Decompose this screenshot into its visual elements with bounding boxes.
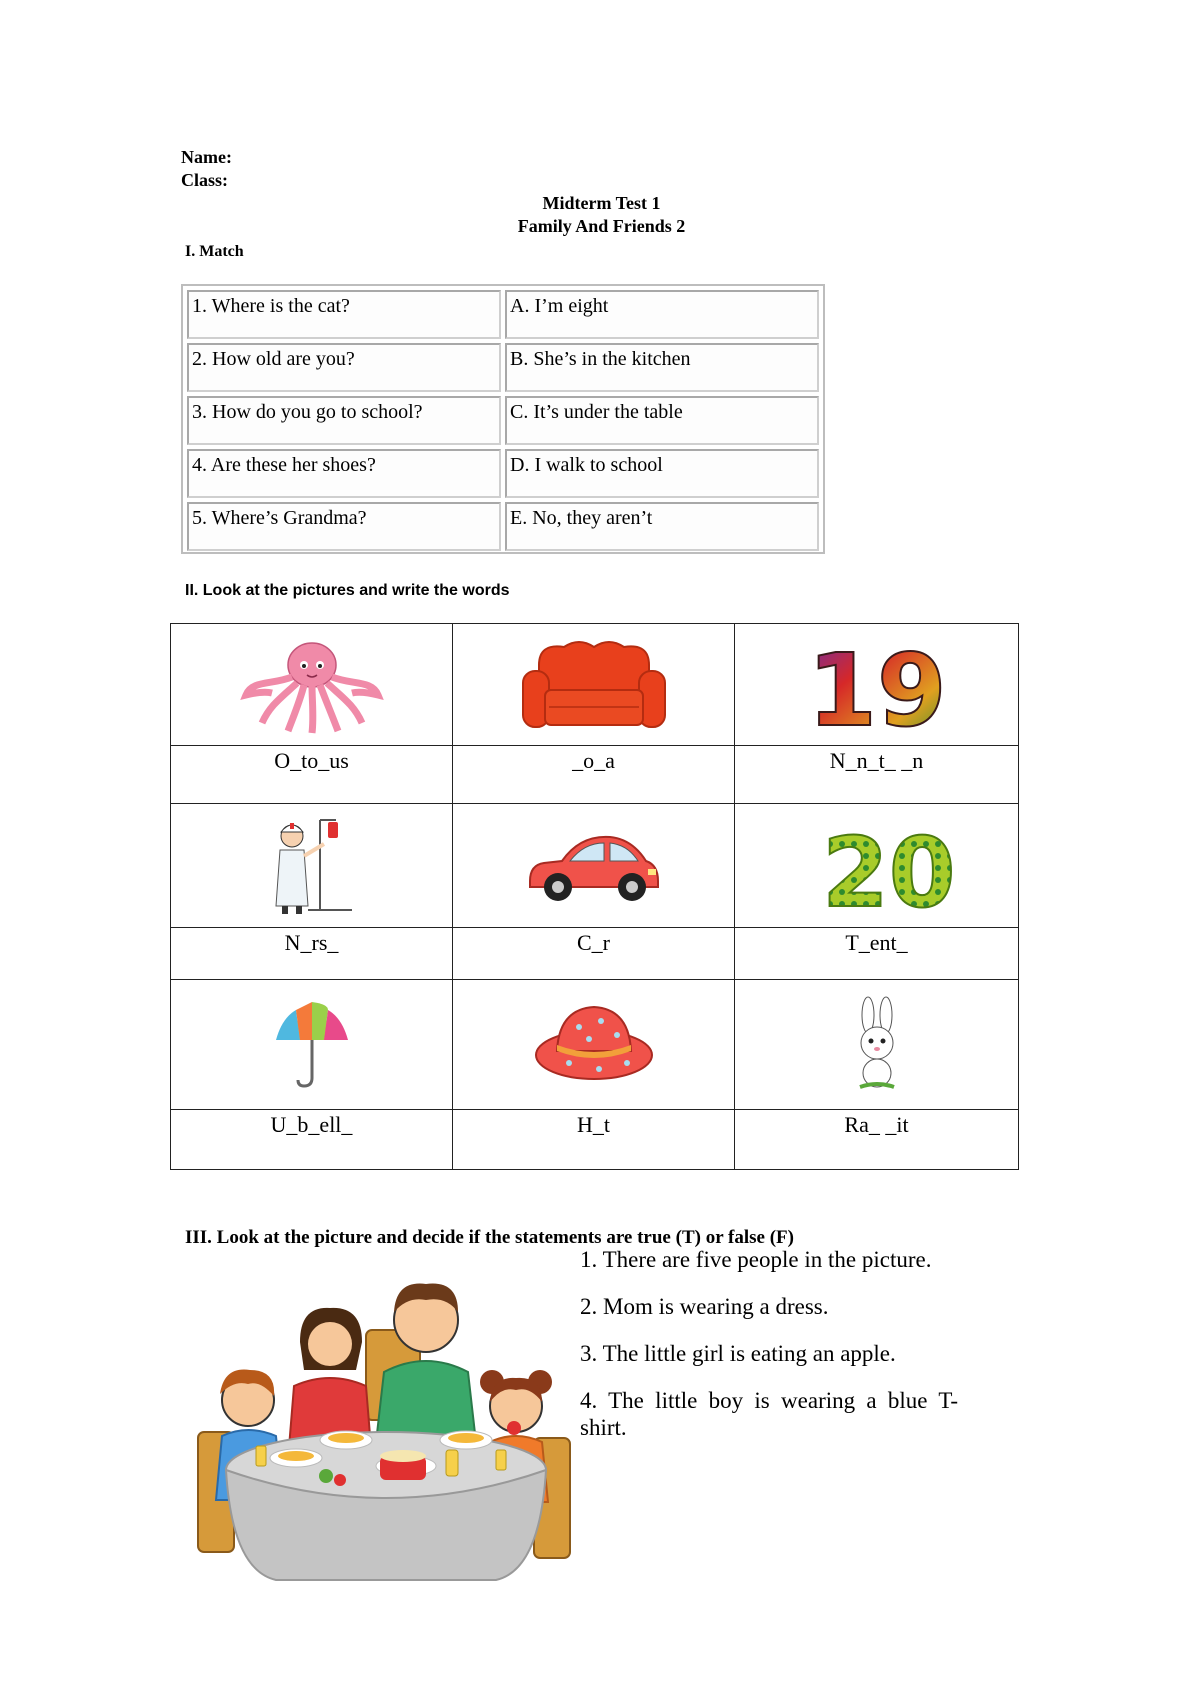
word-cell: C_r (453, 928, 735, 980)
title-text: Midterm Test 1 (542, 193, 661, 213)
word-row (171, 1110, 1019, 1170)
match-answer: A. I’m eight (505, 290, 819, 339)
match-row (185, 447, 821, 500)
match-question: 4. Are these her shoes? (187, 449, 501, 498)
picture-cell (735, 980, 1019, 1110)
number-20-picture (812, 814, 956, 929)
words-grid (170, 623, 1019, 1170)
hat-picture (529, 995, 659, 1095)
match-question: 5. Where’s Grandma? (187, 502, 501, 551)
picture-cell (453, 980, 735, 1110)
word-cell: H_t (453, 1110, 735, 1170)
word-cell: O_to_us (171, 746, 453, 804)
match-answer: D. I walk to school (505, 449, 819, 498)
name-label: Name: (181, 147, 232, 167)
car-picture (524, 821, 664, 911)
match-row (185, 341, 821, 394)
picture-row (171, 980, 1019, 1110)
page-subtitle (0, 215, 1191, 238)
word-row (171, 746, 1019, 804)
word-cell: Ra_ _it (735, 1110, 1019, 1170)
octopus-picture (242, 635, 382, 735)
rabbit-picture (842, 995, 912, 1095)
statement-item: 3. The little girl is eating an apple. (580, 1341, 896, 1366)
nurse-picture (262, 814, 362, 918)
picture-row (171, 624, 1019, 746)
class-label: Class: (181, 170, 229, 190)
picture-cell (171, 624, 453, 746)
match-question: 2. How old are you? (187, 343, 501, 392)
word-cell: N_rs_ (171, 928, 453, 980)
word-cell: N_n_t_ _n (735, 746, 1019, 804)
match-question: 1. Where is the cat? (187, 290, 501, 339)
statement-item: 1. There are five people in the picture. (580, 1247, 932, 1272)
match-answer: E. No, they aren’t (505, 502, 819, 551)
statement-item: 2. Mom is wearing a dress. (580, 1294, 829, 1319)
word-cell: _o_a (453, 746, 735, 804)
match-row (185, 394, 821, 447)
picture-cell (171, 804, 453, 928)
sofa-picture (519, 635, 669, 735)
section1-heading: I. Match (185, 243, 244, 260)
match-table (181, 284, 825, 554)
number-19-text: 19 (806, 631, 947, 749)
page-title (0, 192, 1191, 215)
picture-cell (735, 624, 1019, 749)
word-row (171, 928, 1019, 980)
picture-cell (735, 804, 1019, 928)
picture-cell (171, 980, 453, 1110)
family-dinner-picture (196, 1270, 586, 1600)
match-question: 3. How do you go to school? (187, 396, 501, 445)
match-answer: B. She’s in the kitchen (505, 343, 819, 392)
number-19-picture (806, 631, 947, 749)
subtitle-text: Family And Friends 2 (517, 216, 686, 236)
match-answer: C. It’s under the table (505, 396, 819, 445)
section3-heading: III. Look at the picture and decide if the statements are true (T) or false (F) (185, 1227, 794, 1248)
word-cell: T_ent_ (735, 928, 1019, 980)
word-cell: U_b_ell_ (171, 1110, 453, 1170)
section2-heading: II. Look at the pictures and write the words (185, 582, 510, 599)
statement-item: 4. The little boy is wearing a blue T-shirt. (580, 1388, 958, 1440)
picture-row (171, 804, 1019, 928)
picture-cell (453, 624, 735, 746)
umbrella-picture (272, 1000, 352, 1090)
number-20-text: 20 (821, 816, 956, 929)
picture-cell (453, 804, 735, 928)
match-row (185, 288, 821, 341)
match-row (185, 500, 821, 553)
